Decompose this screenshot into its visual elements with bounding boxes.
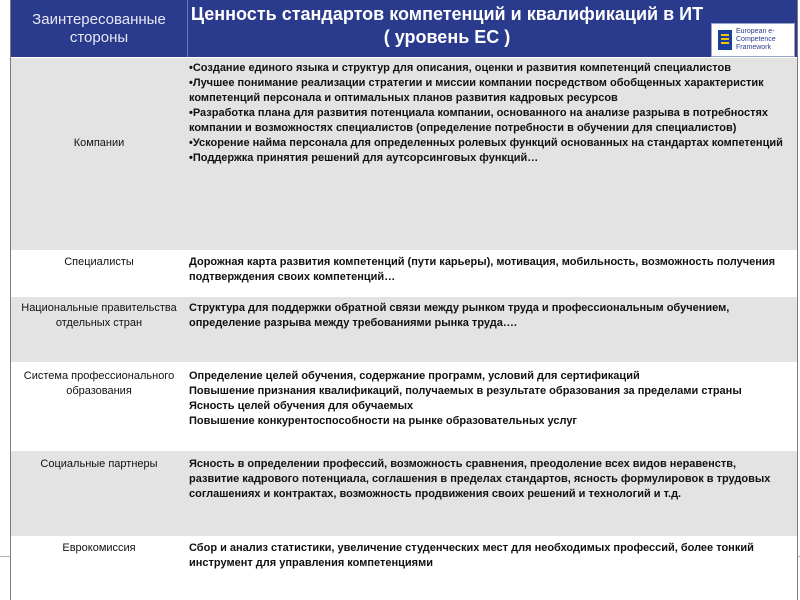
eu-flag-icon bbox=[718, 30, 732, 50]
list-item: Структура для поддержки обратной связи между рынком труда и профессиональным обучением, определение разрыва между требованиями рынка труда…. bbox=[189, 302, 730, 329]
list-item: •Создание единого языка и структур для описания, оценки и развития компетенций специалистов bbox=[189, 62, 731, 74]
row-content bbox=[189, 457, 789, 502]
table-body bbox=[11, 57, 798, 600]
row-category: Национальные правительства отдельных стран bbox=[21, 302, 177, 329]
list-item: Дорожная карта развития компетенций (пути карьеры), мотивация, мобильность, возможность получения подтверждения своих компетенций… bbox=[189, 256, 776, 283]
list-item: Повышение конкурентоспособности на рынке образовательных услуг bbox=[189, 415, 578, 427]
row-content bbox=[189, 255, 789, 285]
list-item: Ясность в определении профессий, возможность сравнения, преодоление всех видов неравенств, развитие кадрового потенциала, соглашения в пределах стандартов, ясность формулировок в трудовых соглашениях и контрактах, возможность продвижения своих решений и технологий и т.д. bbox=[189, 458, 771, 500]
table-header bbox=[11, 0, 798, 57]
row-category: Еврокомиссия bbox=[62, 542, 136, 554]
row-content bbox=[189, 369, 789, 429]
list-item: •Разработка плана для развития потенциала компании, основанного на анализе разрыва в потребностях компании и возможностях специалистов (определение потребности в обучении для специалистов) bbox=[189, 107, 768, 134]
title-line-1: Ценность стандартов компетенций и квалификаций в ИТ bbox=[190, 4, 704, 24]
list-item: •Лучшее понимание реализации стратегии и миссии компании посредством обобщенных характеристик компетенций персонала и оптимальных планов развития кадровых ресурсов bbox=[189, 77, 764, 104]
row-content bbox=[189, 541, 789, 571]
table-row-social-partners bbox=[11, 450, 798, 536]
table-row-specialists bbox=[11, 250, 798, 296]
list-item: Ясность целей обучения для обучаемых bbox=[189, 400, 414, 412]
list-item: Сбор и анализ статистики, увеличение студенческих мест для необходимых профессий, более тонкий инструмент для управления компетенциями bbox=[189, 542, 754, 569]
row-category: Специалисты bbox=[64, 256, 134, 268]
row-content bbox=[189, 61, 789, 166]
ecf-logo bbox=[711, 23, 795, 57]
page-title bbox=[187, 3, 707, 49]
logo-caption: European e-Competence Framework bbox=[736, 28, 776, 51]
list-item: Повышение признания квалификаций, получаемых в результате образования за пределами страны bbox=[189, 385, 742, 397]
list-item: •Поддержка принятия решений для аутсорсинговых функций… bbox=[189, 152, 539, 164]
title-line-2: ( уровень ЕС ) bbox=[383, 27, 511, 47]
table-row-eu-commission bbox=[11, 536, 798, 600]
table-row-education bbox=[11, 362, 798, 450]
column-header-stakeholders: Заинтересованные стороны bbox=[32, 10, 166, 46]
list-item: Определение целей обучения, содержание программ, условий для сертификаций bbox=[189, 370, 640, 382]
row-content bbox=[189, 301, 789, 331]
row-category: Социальные партнеры bbox=[40, 458, 158, 470]
stakeholder-table bbox=[10, 0, 798, 600]
row-category: Система профессионального образования bbox=[23, 370, 175, 397]
table-row-governments bbox=[11, 296, 798, 362]
row-category: Компании bbox=[73, 137, 125, 149]
list-item: •Ускорение найма персонала для определенных ролевых функций основанных на стандартах компетенций bbox=[189, 137, 783, 149]
table-row-companies bbox=[11, 57, 798, 250]
